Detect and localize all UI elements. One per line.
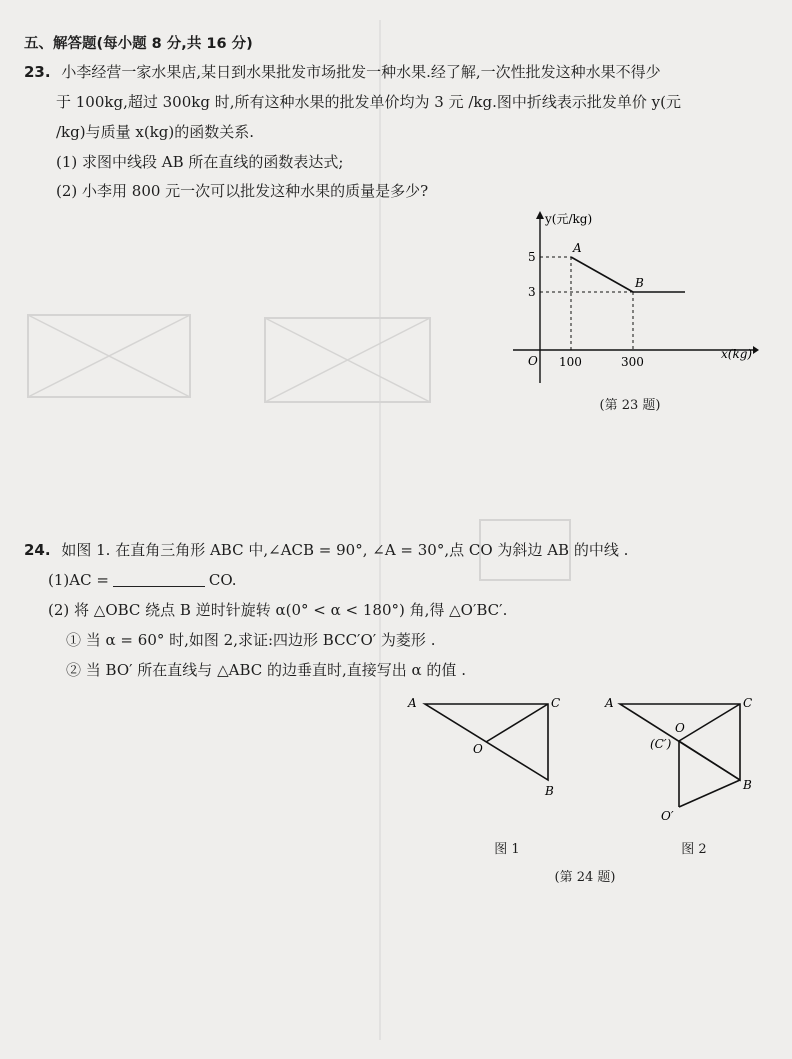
point-b-label: B	[635, 276, 644, 290]
q23-part1: (1) 求图中线段 AB 所在直线的函数表达式;	[56, 153, 344, 171]
q23-number: 23.	[24, 63, 51, 81]
segment-ab	[571, 257, 633, 292]
q23-line2: 于 100kg,超过 300kg 时,所有这种水果的批发单价均为 3 元 /kg.图中折线表示批发单价 y(元	[56, 93, 681, 111]
median-co	[679, 704, 740, 741]
fig1-label-c: C	[551, 696, 561, 710]
q24-figure-2	[595, 690, 775, 825]
fig1-label-b: B	[545, 784, 554, 798]
fig2-label-b: B	[743, 778, 752, 792]
median-co	[486, 704, 548, 742]
x-tick-300: 300	[621, 355, 644, 369]
segment-o-prime-b	[679, 780, 740, 807]
x-axis-label: x(kg)	[721, 347, 753, 361]
q23-line1	[24, 62, 661, 82]
fig2-label-c: C	[743, 696, 753, 710]
q24-part1-prefix: (1)AC =	[48, 571, 109, 589]
q24-part2: (2) 将 △OBC 绕点 B 逆时针旋转 α(0° < α < 180°) 角,得 △O′BC′.	[48, 601, 508, 619]
q24-number: 24.	[24, 541, 51, 559]
q24-answer-blank[interactable]	[113, 572, 205, 587]
fig2-label-o: O	[675, 721, 685, 735]
q23-line3: /kg)与质量 x(kg)的函数关系.	[56, 123, 254, 141]
q24-part1	[48, 570, 237, 590]
y-axis-label: y(元/kg)	[545, 212, 593, 226]
q23-part2: (2) 小李用 800 元一次可以批发这种水果的质量是多少?	[56, 182, 429, 200]
x-axis-arrow	[753, 346, 759, 354]
fig2-label-c-prime: (C′)	[650, 737, 672, 751]
fig2-label-a: A	[605, 696, 614, 710]
fig1-label-a: A	[408, 696, 417, 710]
q24-figure-1	[400, 690, 575, 805]
y-tick-3: 3	[528, 285, 536, 299]
q23-price-graph	[495, 205, 760, 390]
q24-sub1: ① 当 α = 60° 时,如图 2,求证:四边形 BCC′O′ 为菱形 .	[66, 631, 436, 649]
q24-sub2: ② 当 BO′ 所在直线与 △ABC 的边垂直时,直接写出 α 的值 .	[66, 661, 466, 679]
origin-label: O	[528, 354, 538, 368]
fig1-caption: 图 1	[494, 842, 520, 857]
q24-part1-suffix: CO.	[208, 571, 237, 589]
fig1-label-o: O	[473, 742, 483, 756]
fig2-caption: 图 2	[681, 842, 707, 857]
q24-line1	[24, 540, 628, 560]
fig2-label-o-prime: O′	[661, 809, 674, 823]
q23-caption: (第 23 题)	[599, 398, 661, 413]
y-axis-arrow	[536, 211, 544, 219]
q23-text-line1: 小李经营一家水果店,某日到水果批发市场批发一种水果.经了解,一次性批发这种水果不得少	[61, 63, 661, 81]
q24-text-line1: 如图 1. 在直角三角形 ABC 中,∠ACB = 90°, ∠A = 30°,点 CO 为斜边 AB 的中线 .	[61, 541, 629, 559]
segment-o-b	[679, 741, 740, 780]
q24-caption: (第 24 题)	[554, 870, 616, 885]
point-a-label: A	[573, 241, 582, 255]
y-tick-5: 5	[528, 250, 536, 264]
section-heading: 五、解答题(每小题 8 分,共 16 分)	[24, 36, 253, 52]
x-tick-100: 100	[559, 355, 582, 369]
